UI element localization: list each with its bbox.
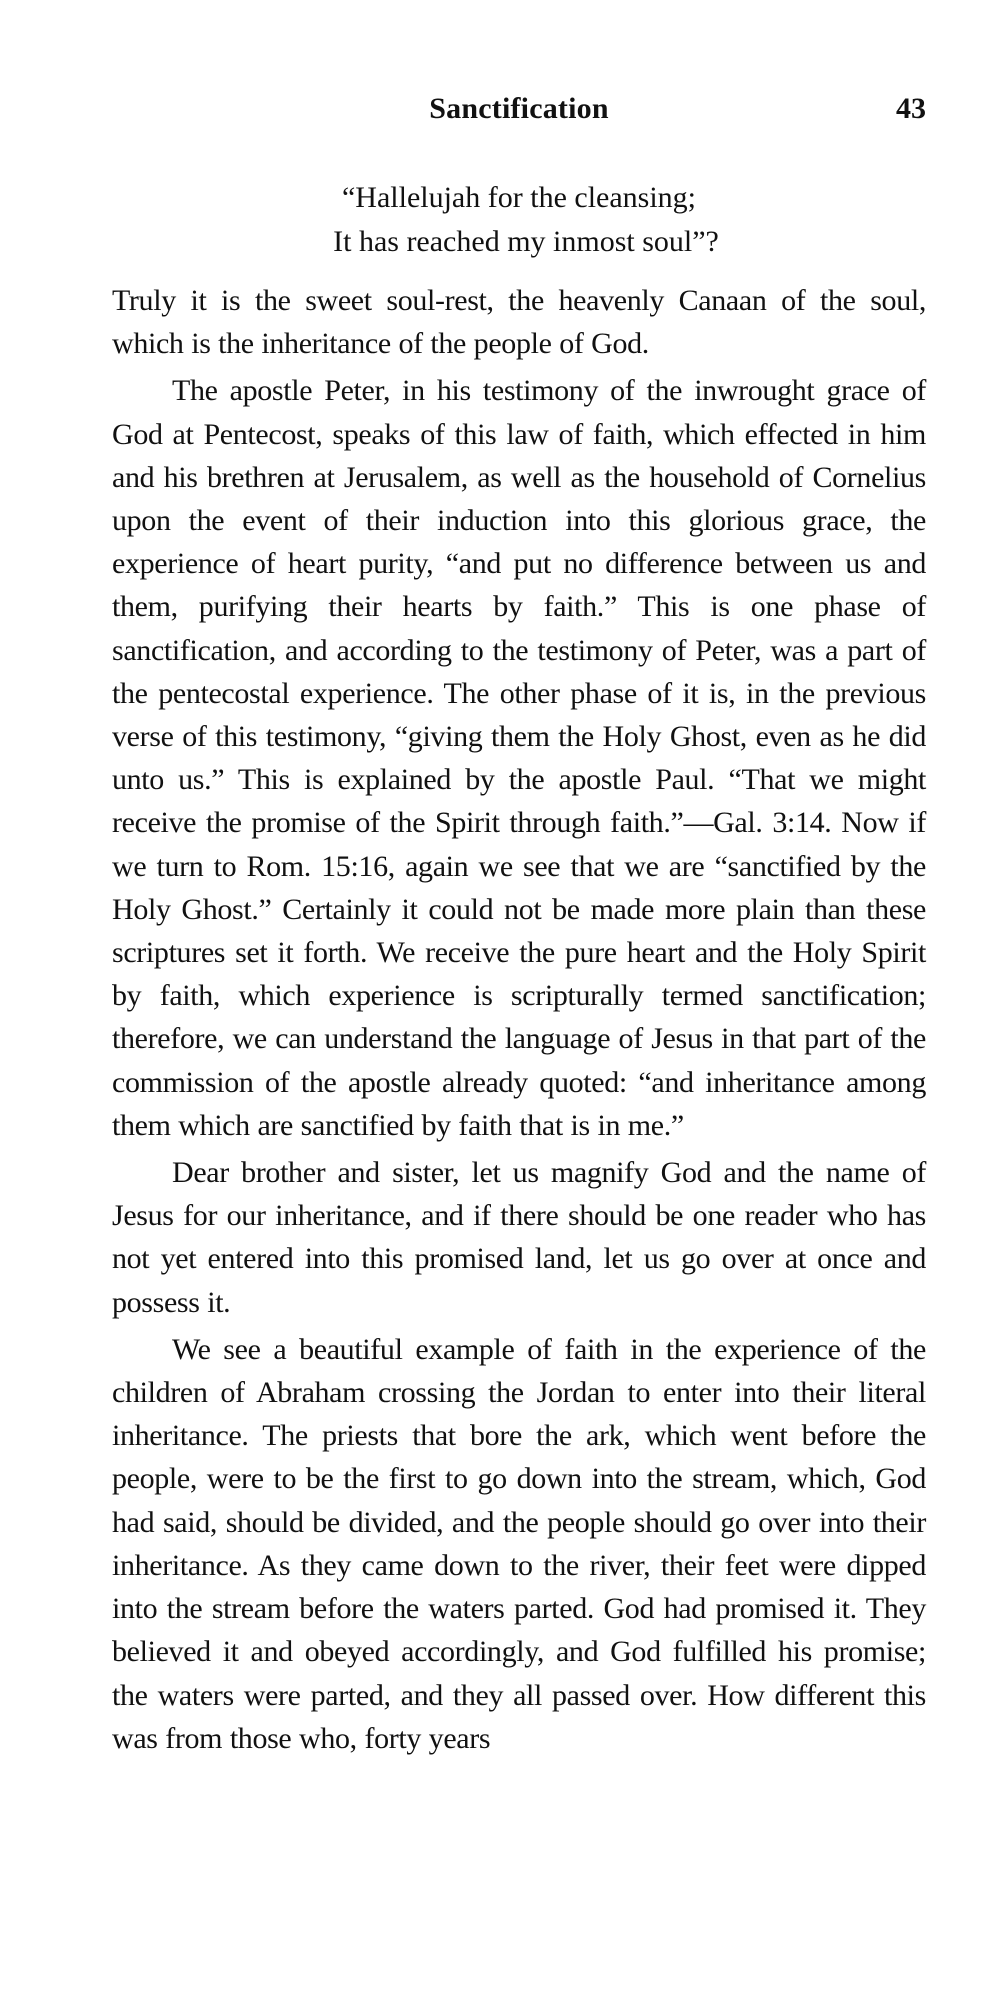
hymn-quotation	[112, 176, 926, 264]
paragraph-3: Dear brother and sister, let us magnify God and the name of Jesus for our inheritance, and if there should be one reader who has not yet entered into this promised land, let us go over at once and possess it.	[112, 1156, 926, 1319]
paragraph-1: Truly it is the sweet soul-rest, the heavenly Canaan of the soul, which is the inheritance of the people of God.	[112, 284, 926, 361]
paragraph-4: We see a beautiful example of faith in the experience of the children of Abraham crossing the Jordan to enter into their literal inheritance. The priests that bore the ark, which went before the people, were to be the first to go down into the stream, which, God had said, should be divided, and the people should go over into their inheritance. As they came down to the river, their feet were dipped into the stream before the waters parted. God had promised it. They believed it and obeyed accordingly, and God fulfilled his promise; the waters were parted, and they all passed over. How different this was from those who, forty years	[112, 1332, 926, 1755]
paragraph-2: The apostle Peter, in his testimony of the inwrought grace of God at Pentecost, speaks of this law of faith, which effected in him and his brethren at Jerusalem, as well as the household of Cornelius upon the event of their induction into this glorious grace, the experience of heart purity, “and put no difference between us and them, purifying their hearts by faith.” This is one phase of sanctification, and according to the testimony of Peter, was a part of the pentecostal experience. The other phase of it is, in the previous verse of this testimony, “giving them the Holy Ghost, even as he did unto us.” This is explained by the apostle Paul. “That we might receive the promise of the Spirit through faith.”—Gal. 3:14. Now if we turn to Rom. 15:16, again we see that we are “sanctified by the Holy Ghost.” Certainly it could not be made more plain than these scriptures set it forth. We receive the pure heart and the Holy Spirit by faith, which experience is scripturally termed sanctification; therefore, we can understand the language of Jesus in that part of the commission of the apostle already quoted: “and inheritance among them which are sanctified by faith that is in me.”	[112, 374, 926, 1142]
running-head	[112, 92, 926, 132]
running-title: Sanctification	[429, 92, 609, 125]
body-text	[112, 279, 926, 1764]
page-number: 43	[896, 92, 926, 125]
hymn-line-1: “Hallelujah for the cleansing;	[341, 181, 697, 214]
hymn-line-2: It has reached my inmost soul”?	[333, 225, 719, 258]
